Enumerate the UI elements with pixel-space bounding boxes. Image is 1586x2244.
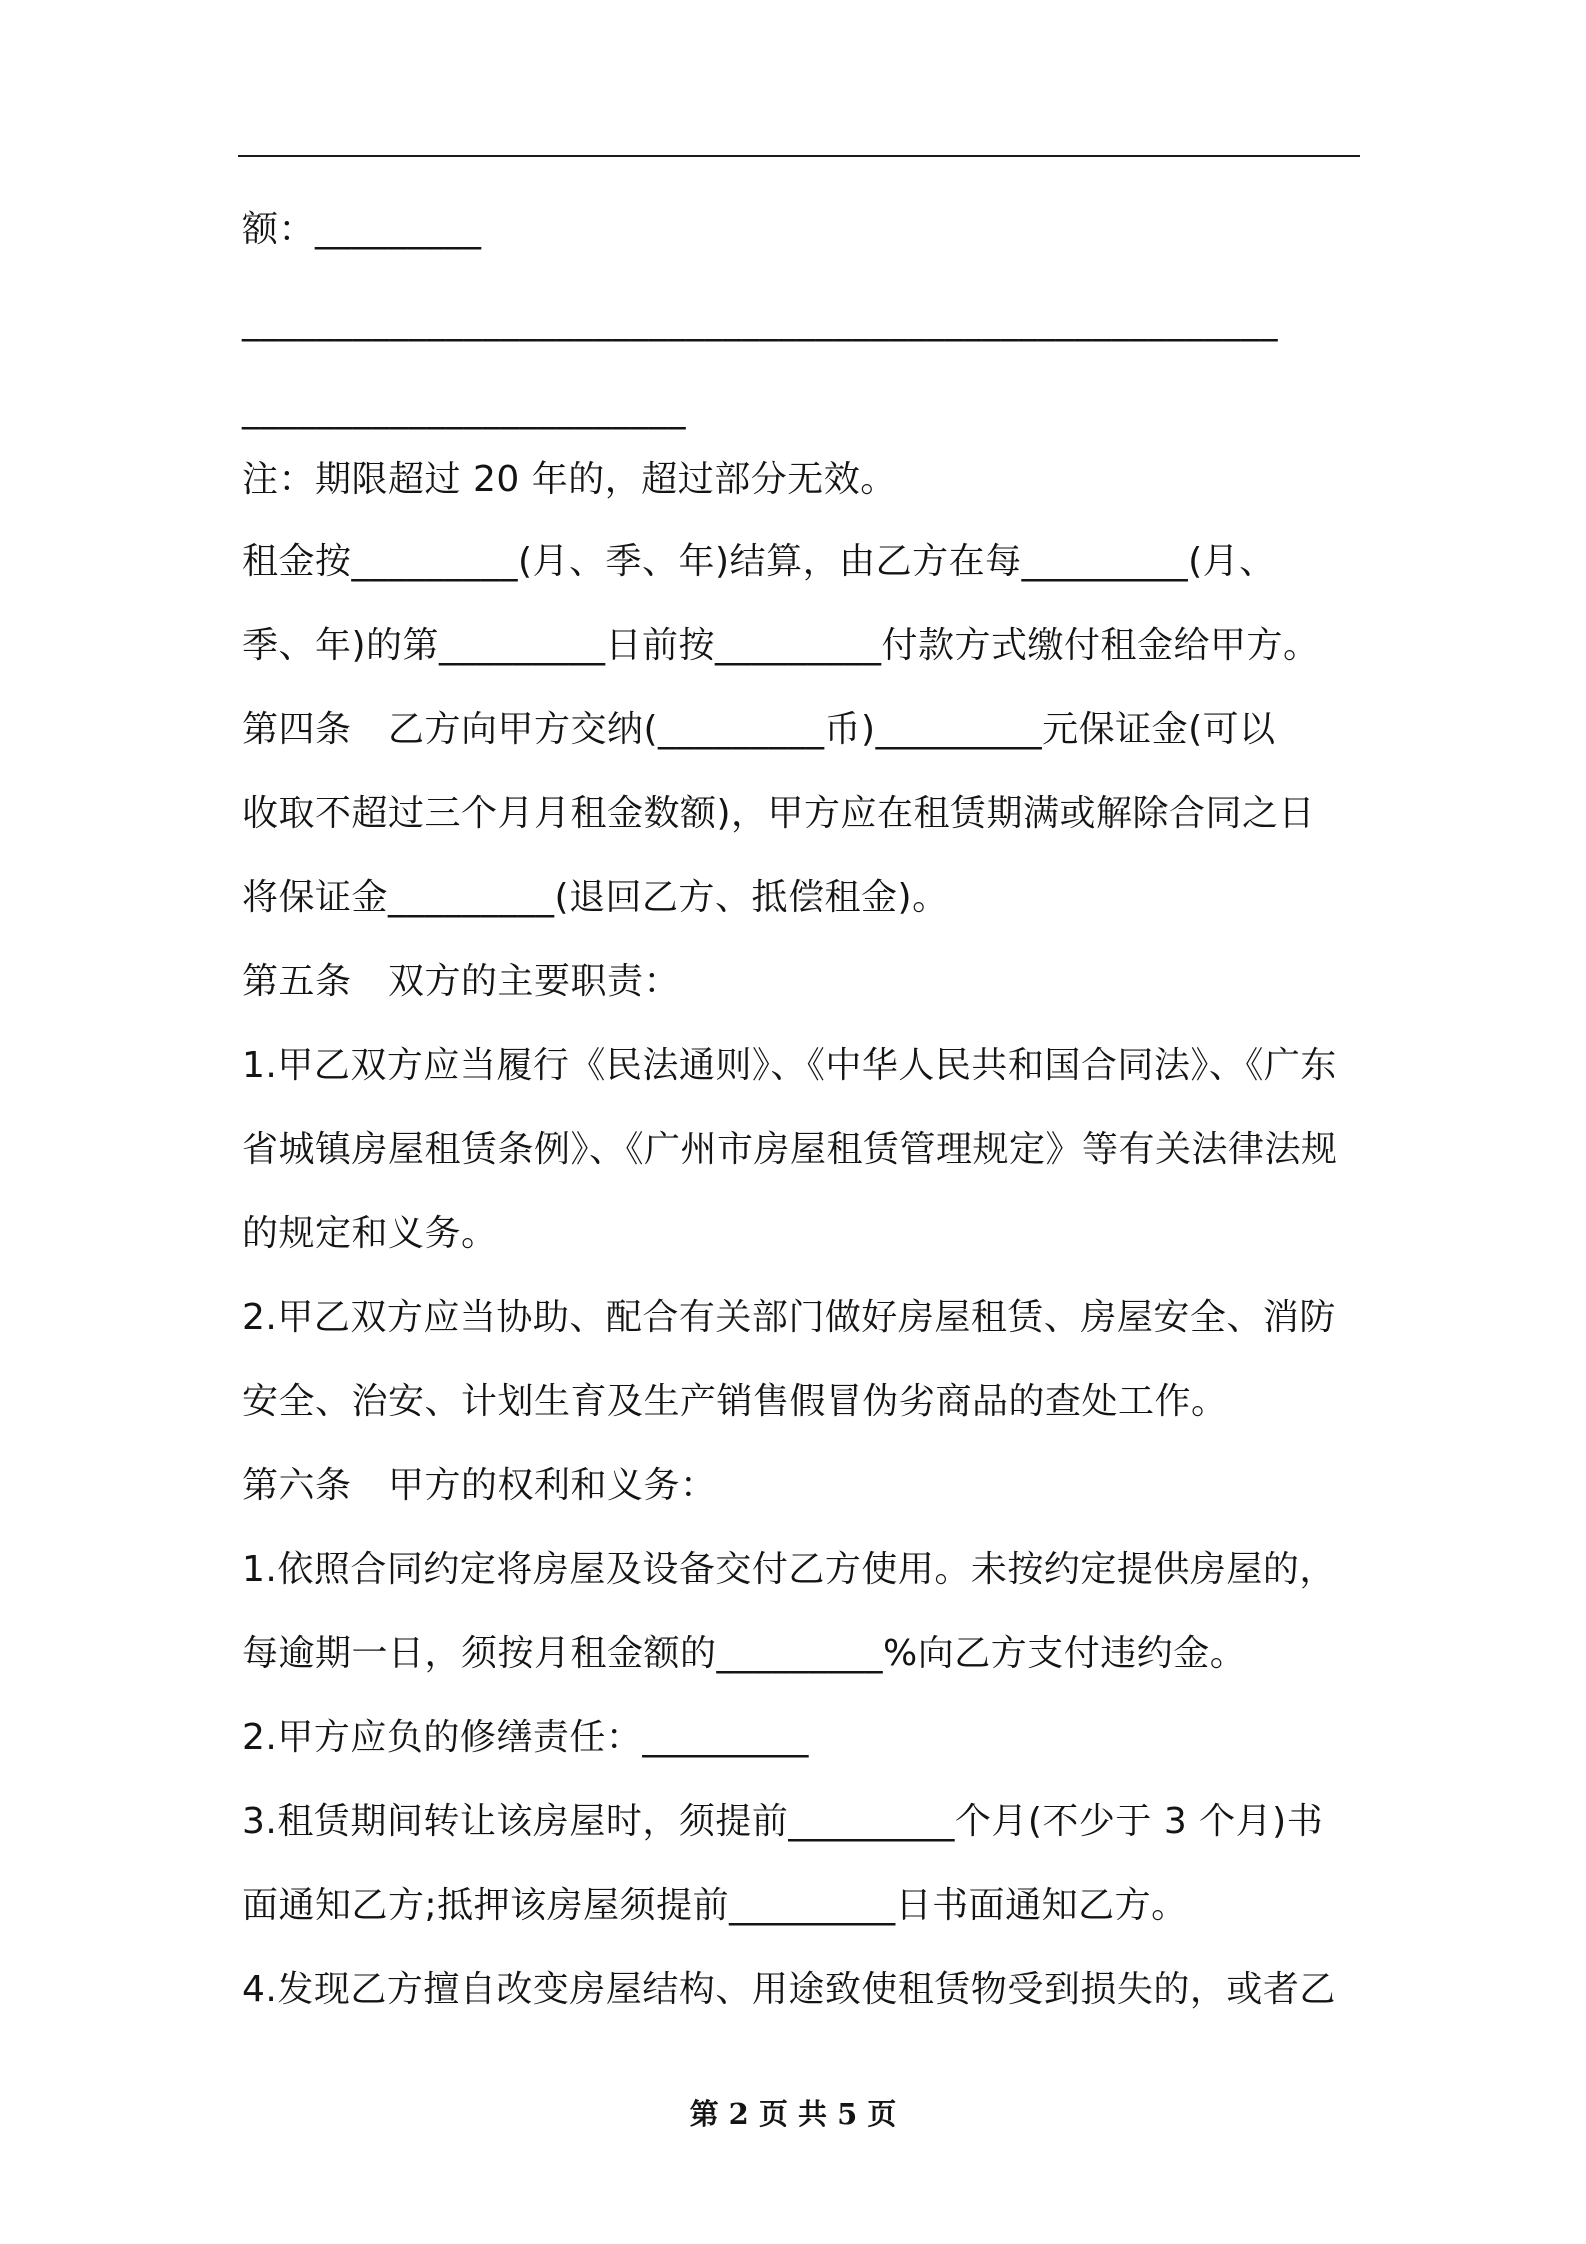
text-line: 将保证金_________(退回乙方、抵偿租金)。 (242, 877, 949, 918)
text-line: 2.甲方应负的修缮责任：_________ (242, 1717, 809, 1758)
blank-line: ________________________ (242, 389, 686, 430)
text-line: 季、年)的第_________日前按_________付款方式缴付租金给甲方。 (242, 625, 1320, 666)
header-rule (238, 155, 1360, 157)
text-line: 安全、治安、计划生育及生产销售假冒伪劣商品的查处工作。 (242, 1381, 1228, 1422)
text-line: 收取不超过三个月月租金数额)，甲方应在租赁期满或解除合同之日 (242, 793, 1316, 834)
text-line: 额：_________ (242, 209, 482, 250)
note-line: 注：期限超过 20 年的，超过部分无效。 (242, 459, 897, 500)
text-line: 1.甲乙双方应当履行《民法通则》、《中华人民共和国合同法》、《广东 (242, 1045, 1337, 1086)
text-line: 2.甲乙双方应当协助、配合有关部门做好房屋租赁、房屋安全、消防 (242, 1297, 1336, 1338)
blank-line: ________________________________________________________ (242, 301, 1278, 342)
text-line: 每逾期一日，须按月租金额的_________%向乙方支付违约金。 (242, 1633, 1247, 1674)
article-5-heading: 第五条 双方的主要职责： (242, 961, 681, 1002)
text-line: 的规定和义务。 (242, 1213, 498, 1254)
text-line: 1.依照合同约定将房屋及设备交付乙方使用。未按约定提供房屋的， (242, 1549, 1336, 1590)
text-line: 省城镇房屋租赁条例》、《广州市房屋租赁管理规定》等有关法律法规 (242, 1129, 1338, 1170)
text-line: 面通知乙方;抵押该房屋须提前_________日书面通知乙方。 (242, 1885, 1188, 1926)
article-4-heading: 第四条 乙方向甲方交纳(_________币)_________元保证金(可以 (242, 709, 1276, 750)
text-line: 4.发现乙方擅自改变房屋结构、用途致使租赁物受到损失的，或者乙 (242, 1969, 1336, 2010)
text-line: 3.租赁期间转让该房屋时，须提前_________个月(不少于 3 个月)书 (242, 1801, 1324, 1842)
text-line: 租金按_________(月、季、年)结算，由乙方在每_________(月、 (242, 541, 1276, 582)
page-number-footer: 第 2 页 共 5 页 (689, 2097, 897, 2131)
article-6-heading: 第六条 甲方的权利和义务： (242, 1465, 717, 1506)
